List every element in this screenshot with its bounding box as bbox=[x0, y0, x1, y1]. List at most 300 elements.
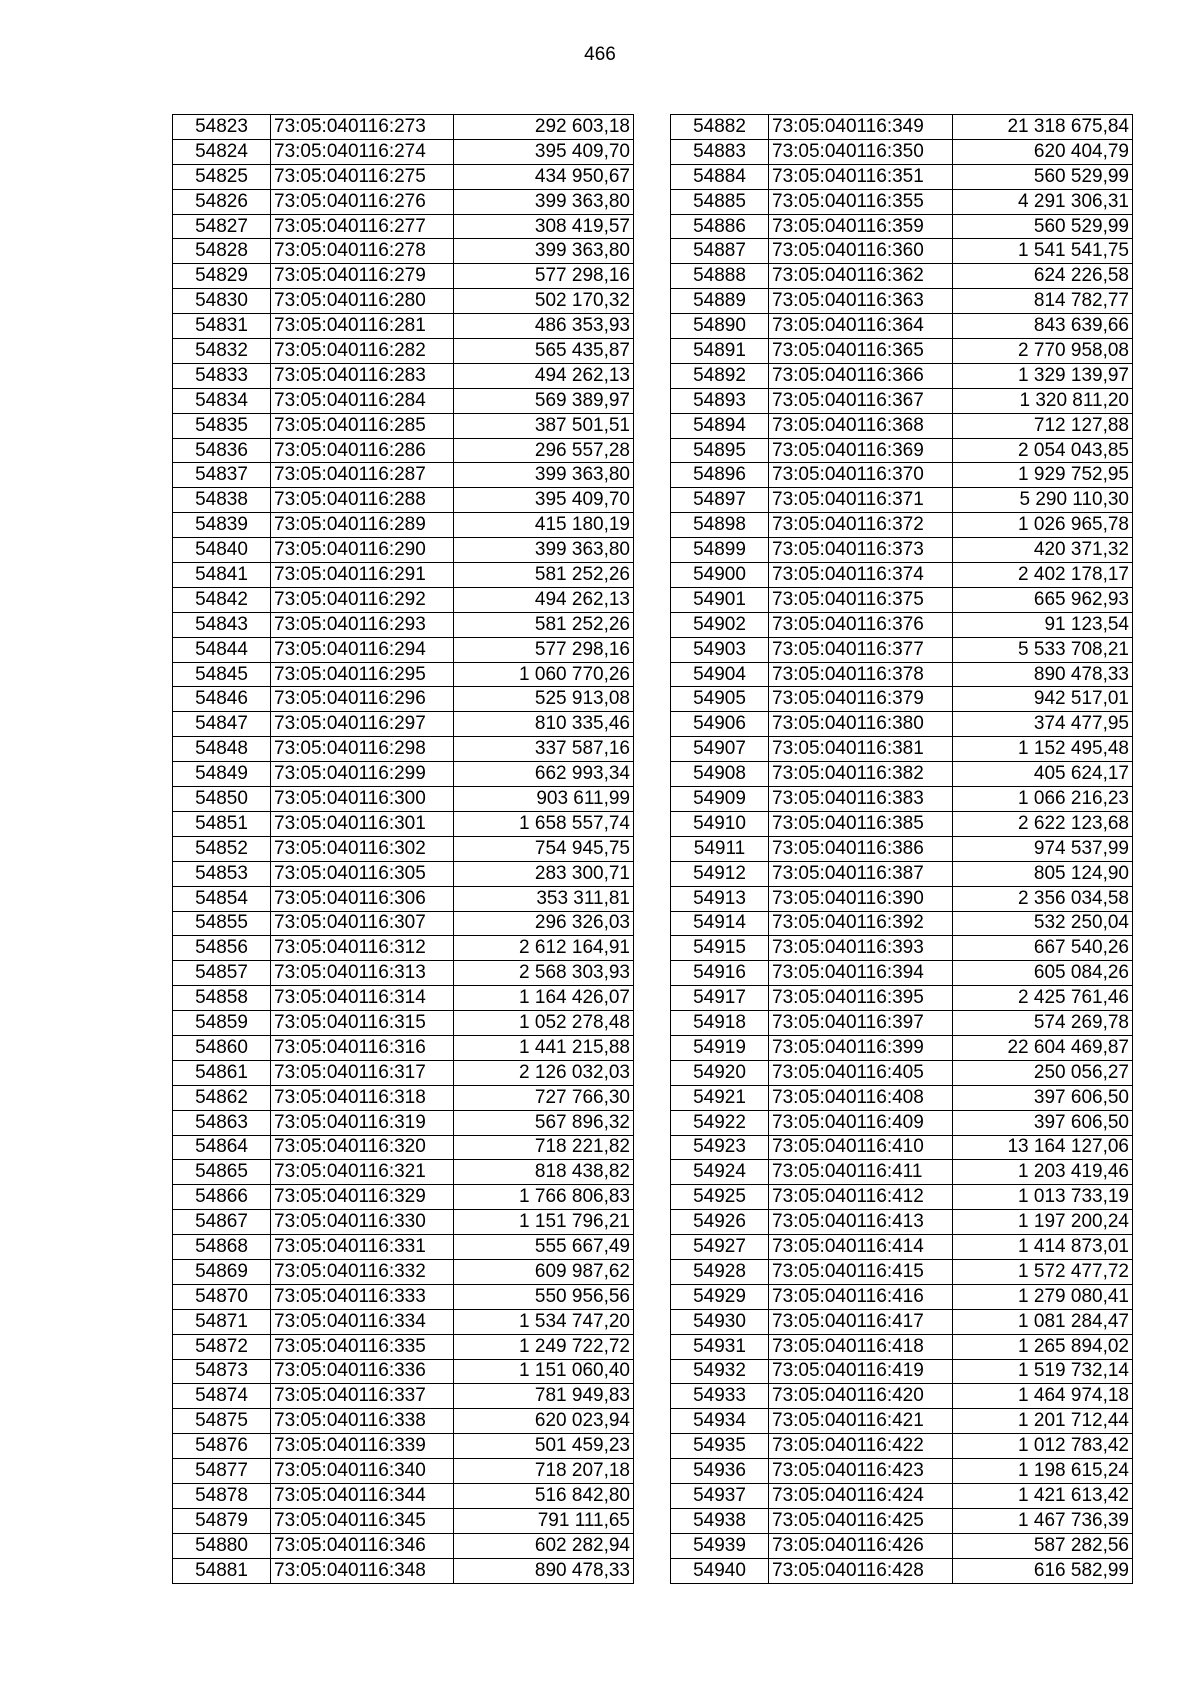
row-number-cell: 54898 bbox=[671, 513, 769, 538]
table-row bbox=[671, 687, 1133, 712]
table-row bbox=[671, 1334, 1133, 1359]
table-row bbox=[671, 961, 1133, 986]
row-number-cell: 54930 bbox=[671, 1309, 769, 1334]
value-cell: 486 353,93 bbox=[454, 314, 634, 339]
value-cell: 502 170,32 bbox=[454, 289, 634, 314]
row-number-cell: 54837 bbox=[173, 463, 271, 488]
cadastral-number-cell: 73:05:040116:351 bbox=[769, 164, 953, 189]
row-number-cell: 54853 bbox=[173, 861, 271, 886]
table-row bbox=[671, 662, 1133, 687]
table-row bbox=[173, 1334, 634, 1359]
value-cell: 1 658 557,74 bbox=[454, 811, 634, 836]
table-row bbox=[173, 1085, 634, 1110]
table-row bbox=[671, 936, 1133, 961]
row-number-cell: 54926 bbox=[671, 1210, 769, 1235]
value-cell: 1 441 215,88 bbox=[454, 1035, 634, 1060]
value-cell: 662 993,34 bbox=[454, 762, 634, 787]
row-number-cell: 54841 bbox=[173, 563, 271, 588]
table-row bbox=[671, 787, 1133, 812]
table-row bbox=[671, 264, 1133, 289]
value-cell: 415 180,19 bbox=[454, 513, 634, 538]
cadastral-number-cell: 73:05:040116:283 bbox=[271, 363, 454, 388]
value-cell: 727 766,30 bbox=[454, 1085, 634, 1110]
row-number-cell: 54909 bbox=[671, 787, 769, 812]
row-number-cell: 54872 bbox=[173, 1334, 271, 1359]
value-cell: 602 282,94 bbox=[454, 1533, 634, 1558]
row-number-cell: 54852 bbox=[173, 836, 271, 861]
row-number-cell: 54838 bbox=[173, 488, 271, 513]
table-row bbox=[173, 115, 634, 140]
row-number-cell: 54938 bbox=[671, 1508, 769, 1533]
cadastral-number-cell: 73:05:040116:371 bbox=[769, 488, 953, 513]
row-number-cell: 54939 bbox=[671, 1533, 769, 1558]
cadastral-number-cell: 73:05:040116:319 bbox=[271, 1110, 454, 1135]
row-number-cell: 54871 bbox=[173, 1309, 271, 1334]
row-number-cell: 54927 bbox=[671, 1235, 769, 1260]
value-cell: 1 265 894,02 bbox=[953, 1334, 1133, 1359]
row-number-cell: 54882 bbox=[671, 115, 769, 140]
row-number-cell: 54932 bbox=[671, 1359, 769, 1384]
cadastral-number-cell: 73:05:040116:424 bbox=[769, 1483, 953, 1508]
row-number-cell: 54830 bbox=[173, 289, 271, 314]
cadastral-number-cell: 73:05:040116:376 bbox=[769, 612, 953, 637]
table-row bbox=[173, 737, 634, 762]
cadastral-number-cell: 73:05:040116:411 bbox=[769, 1160, 953, 1185]
cadastral-number-cell: 73:05:040116:331 bbox=[271, 1235, 454, 1260]
row-number-cell: 54847 bbox=[173, 712, 271, 737]
table-row bbox=[173, 1035, 634, 1060]
row-number-cell: 54825 bbox=[173, 164, 271, 189]
table-row bbox=[173, 1533, 634, 1558]
row-number-cell: 54874 bbox=[173, 1384, 271, 1409]
row-number-cell: 54908 bbox=[671, 762, 769, 787]
value-cell: 1 152 495,48 bbox=[953, 737, 1133, 762]
row-number-cell: 54865 bbox=[173, 1160, 271, 1185]
cadastral-number-cell: 73:05:040116:365 bbox=[769, 339, 953, 364]
row-number-cell: 54877 bbox=[173, 1459, 271, 1484]
value-cell: 525 913,08 bbox=[454, 687, 634, 712]
table-row bbox=[671, 289, 1133, 314]
table-row bbox=[671, 513, 1133, 538]
value-cell: 532 250,04 bbox=[953, 911, 1133, 936]
cadastral-number-cell: 73:05:040116:413 bbox=[769, 1210, 953, 1235]
value-cell: 1 572 477,72 bbox=[953, 1259, 1133, 1284]
table-row bbox=[671, 1508, 1133, 1533]
cadastral-number-cell: 73:05:040116:393 bbox=[769, 936, 953, 961]
row-number-cell: 54934 bbox=[671, 1409, 769, 1434]
cadastral-number-cell: 73:05:040116:338 bbox=[271, 1409, 454, 1434]
table-row bbox=[671, 189, 1133, 214]
table-row bbox=[671, 1110, 1133, 1135]
cadastral-number-cell: 73:05:040116:366 bbox=[769, 363, 953, 388]
row-number-cell: 54887 bbox=[671, 239, 769, 264]
value-cell: 577 298,16 bbox=[454, 264, 634, 289]
table-row bbox=[173, 139, 634, 164]
table-row bbox=[173, 1359, 634, 1384]
value-cell: 1 464 974,18 bbox=[953, 1384, 1133, 1409]
table-row bbox=[671, 314, 1133, 339]
table-row bbox=[173, 1259, 634, 1284]
cadastral-number-cell: 73:05:040116:335 bbox=[271, 1334, 454, 1359]
row-number-cell: 54906 bbox=[671, 712, 769, 737]
row-number-cell: 54921 bbox=[671, 1085, 769, 1110]
cadastral-number-cell: 73:05:040116:300 bbox=[271, 787, 454, 812]
value-cell: 569 389,97 bbox=[454, 388, 634, 413]
table-row bbox=[173, 886, 634, 911]
cadastral-number-cell: 73:05:040116:339 bbox=[271, 1434, 454, 1459]
cadastral-number-cell: 73:05:040116:405 bbox=[769, 1060, 953, 1085]
value-cell: 2 770 958,08 bbox=[953, 339, 1133, 364]
value-cell: 805 124,90 bbox=[953, 861, 1133, 886]
value-cell: 550 956,56 bbox=[454, 1284, 634, 1309]
cadastral-number-cell: 73:05:040116:301 bbox=[271, 811, 454, 836]
cadastral-number-cell: 73:05:040116:383 bbox=[769, 787, 953, 812]
row-number-cell: 54910 bbox=[671, 811, 769, 836]
row-number-cell: 54916 bbox=[671, 961, 769, 986]
cadastral-number-cell: 73:05:040116:372 bbox=[769, 513, 953, 538]
table-row bbox=[173, 612, 634, 637]
cadastral-number-cell: 73:05:040116:276 bbox=[271, 189, 454, 214]
row-number-cell: 54913 bbox=[671, 886, 769, 911]
row-number-cell: 54835 bbox=[173, 413, 271, 438]
cadastral-number-cell: 73:05:040116:381 bbox=[769, 737, 953, 762]
table-row bbox=[671, 886, 1133, 911]
row-number-cell: 54911 bbox=[671, 836, 769, 861]
table-row bbox=[671, 463, 1133, 488]
row-number-cell: 54888 bbox=[671, 264, 769, 289]
cadastral-number-cell: 73:05:040116:418 bbox=[769, 1334, 953, 1359]
value-cell: 397 606,50 bbox=[953, 1110, 1133, 1135]
cadastral-number-cell: 73:05:040116:312 bbox=[271, 936, 454, 961]
value-cell: 574 269,78 bbox=[953, 1011, 1133, 1036]
table-row bbox=[173, 762, 634, 787]
value-cell: 1 534 747,20 bbox=[454, 1309, 634, 1334]
row-number-cell: 54918 bbox=[671, 1011, 769, 1036]
value-cell: 1 249 722,72 bbox=[454, 1334, 634, 1359]
row-number-cell: 54929 bbox=[671, 1284, 769, 1309]
row-number-cell: 54917 bbox=[671, 986, 769, 1011]
cadastral-number-cell: 73:05:040116:348 bbox=[271, 1558, 454, 1583]
row-number-cell: 54928 bbox=[671, 1259, 769, 1284]
cadastral-number-cell: 73:05:040116:332 bbox=[271, 1259, 454, 1284]
value-cell: 399 363,80 bbox=[454, 538, 634, 563]
row-number-cell: 54844 bbox=[173, 637, 271, 662]
table-row bbox=[173, 1508, 634, 1533]
table-row bbox=[671, 488, 1133, 513]
row-number-cell: 54855 bbox=[173, 911, 271, 936]
value-cell: 1 320 811,20 bbox=[953, 388, 1133, 413]
cadastral-number-cell: 73:05:040116:299 bbox=[271, 762, 454, 787]
value-cell: 1 026 965,78 bbox=[953, 513, 1133, 538]
cadastral-number-cell: 73:05:040116:278 bbox=[271, 239, 454, 264]
cadastral-number-cell: 73:05:040116:367 bbox=[769, 388, 953, 413]
value-cell: 581 252,26 bbox=[454, 563, 634, 588]
value-cell: 567 896,32 bbox=[454, 1110, 634, 1135]
value-cell: 560 529,99 bbox=[953, 214, 1133, 239]
cadastral-number-cell: 73:05:040116:290 bbox=[271, 538, 454, 563]
value-cell: 1 164 426,07 bbox=[454, 986, 634, 1011]
value-cell: 1 066 216,23 bbox=[953, 787, 1133, 812]
cadastral-number-cell: 73:05:040116:414 bbox=[769, 1235, 953, 1260]
cadastral-number-cell: 73:05:040116:336 bbox=[271, 1359, 454, 1384]
value-cell: 814 782,77 bbox=[953, 289, 1133, 314]
cadastral-number-cell: 73:05:040116:417 bbox=[769, 1309, 953, 1334]
value-cell: 616 582,99 bbox=[953, 1558, 1133, 1583]
row-number-cell: 54860 bbox=[173, 1035, 271, 1060]
cadastral-number-cell: 73:05:040116:349 bbox=[769, 115, 953, 140]
table-row bbox=[173, 1235, 634, 1260]
cadastral-number-cell: 73:05:040116:346 bbox=[271, 1533, 454, 1558]
cadastral-number-cell: 73:05:040116:382 bbox=[769, 762, 953, 787]
table-row bbox=[173, 339, 634, 364]
cadastral-number-cell: 73:05:040116:293 bbox=[271, 612, 454, 637]
cadastral-number-cell: 73:05:040116:273 bbox=[271, 115, 454, 140]
cadastral-number-cell: 73:05:040116:284 bbox=[271, 388, 454, 413]
table-row bbox=[173, 488, 634, 513]
row-number-cell: 54831 bbox=[173, 314, 271, 339]
row-number-cell: 54833 bbox=[173, 363, 271, 388]
cadastral-number-cell: 73:05:040116:275 bbox=[271, 164, 454, 189]
cadastral-number-cell: 73:05:040116:422 bbox=[769, 1434, 953, 1459]
row-number-cell: 54866 bbox=[173, 1185, 271, 1210]
table-row bbox=[173, 1011, 634, 1036]
cadastral-number-cell: 73:05:040116:380 bbox=[769, 712, 953, 737]
row-number-cell: 54881 bbox=[173, 1558, 271, 1583]
row-number-cell: 54919 bbox=[671, 1035, 769, 1060]
cadastral-number-cell: 73:05:040116:297 bbox=[271, 712, 454, 737]
table-row bbox=[671, 1160, 1133, 1185]
value-cell: 2 054 043,85 bbox=[953, 438, 1133, 463]
value-cell: 399 363,80 bbox=[454, 463, 634, 488]
value-cell: 1 329 139,97 bbox=[953, 363, 1133, 388]
value-cell: 397 606,50 bbox=[953, 1085, 1133, 1110]
cadastral-number-cell: 73:05:040116:386 bbox=[769, 836, 953, 861]
value-cell: 2 612 164,91 bbox=[454, 936, 634, 961]
value-cell: 581 252,26 bbox=[454, 612, 634, 637]
row-number-cell: 54903 bbox=[671, 637, 769, 662]
value-cell: 337 587,16 bbox=[454, 737, 634, 762]
value-cell: 890 478,33 bbox=[953, 662, 1133, 687]
cadastral-number-cell: 73:05:040116:334 bbox=[271, 1309, 454, 1334]
value-cell: 718 207,18 bbox=[454, 1459, 634, 1484]
table-row bbox=[671, 214, 1133, 239]
row-number-cell: 54923 bbox=[671, 1135, 769, 1160]
value-cell: 501 459,23 bbox=[454, 1434, 634, 1459]
cadastral-number-cell: 73:05:040116:412 bbox=[769, 1185, 953, 1210]
row-number-cell: 54892 bbox=[671, 363, 769, 388]
table-row bbox=[671, 612, 1133, 637]
row-number-cell: 54915 bbox=[671, 936, 769, 961]
row-number-cell: 54858 bbox=[173, 986, 271, 1011]
cadastral-number-cell: 73:05:040116:426 bbox=[769, 1533, 953, 1558]
row-number-cell: 54933 bbox=[671, 1384, 769, 1409]
cadastral-number-cell: 73:05:040116:377 bbox=[769, 637, 953, 662]
table-row bbox=[173, 861, 634, 886]
row-number-cell: 54875 bbox=[173, 1409, 271, 1434]
cadastral-number-cell: 73:05:040116:387 bbox=[769, 861, 953, 886]
value-cell: 91 123,54 bbox=[953, 612, 1133, 637]
row-number-cell: 54891 bbox=[671, 339, 769, 364]
table-row bbox=[671, 1459, 1133, 1484]
cadastral-number-cell: 73:05:040116:287 bbox=[271, 463, 454, 488]
row-number-cell: 54850 bbox=[173, 787, 271, 812]
table-row bbox=[173, 936, 634, 961]
cadastral-number-cell: 73:05:040116:419 bbox=[769, 1359, 953, 1384]
row-number-cell: 54925 bbox=[671, 1185, 769, 1210]
table-row bbox=[671, 836, 1133, 861]
value-cell: 308 419,57 bbox=[454, 214, 634, 239]
cadastral-number-cell: 73:05:040116:362 bbox=[769, 264, 953, 289]
table-row bbox=[671, 986, 1133, 1011]
table-row bbox=[671, 861, 1133, 886]
cadastral-number-cell: 73:05:040116:350 bbox=[769, 139, 953, 164]
row-number-cell: 54937 bbox=[671, 1483, 769, 1508]
table-row bbox=[671, 139, 1133, 164]
cadastral-number-cell: 73:05:040116:385 bbox=[769, 811, 953, 836]
table-row bbox=[173, 289, 634, 314]
row-number-cell: 54912 bbox=[671, 861, 769, 886]
table-row bbox=[671, 811, 1133, 836]
table-row bbox=[671, 1409, 1133, 1434]
row-number-cell: 54905 bbox=[671, 687, 769, 712]
value-cell: 1 541 541,75 bbox=[953, 239, 1133, 264]
cadastral-number-cell: 73:05:040116:423 bbox=[769, 1459, 953, 1484]
table-row bbox=[173, 563, 634, 588]
cadastral-number-cell: 73:05:040116:374 bbox=[769, 563, 953, 588]
value-cell: 420 371,32 bbox=[953, 538, 1133, 563]
row-number-cell: 54885 bbox=[671, 189, 769, 214]
cadastral-number-cell: 73:05:040116:274 bbox=[271, 139, 454, 164]
cadastral-number-cell: 73:05:040116:281 bbox=[271, 314, 454, 339]
value-cell: 395 409,70 bbox=[454, 139, 634, 164]
value-cell: 22 604 469,87 bbox=[953, 1035, 1133, 1060]
cadastral-number-cell: 73:05:040116:425 bbox=[769, 1508, 953, 1533]
value-cell: 2 568 303,93 bbox=[454, 961, 634, 986]
table-row bbox=[173, 1558, 634, 1583]
table-row bbox=[173, 1483, 634, 1508]
row-number-cell: 54839 bbox=[173, 513, 271, 538]
table-row bbox=[671, 712, 1133, 737]
cadastral-number-cell: 73:05:040116:369 bbox=[769, 438, 953, 463]
table-row bbox=[671, 115, 1133, 140]
row-number-cell: 54848 bbox=[173, 737, 271, 762]
table-row bbox=[671, 1135, 1133, 1160]
cadastral-number-cell: 73:05:040116:333 bbox=[271, 1284, 454, 1309]
row-number-cell: 54922 bbox=[671, 1110, 769, 1135]
table-row bbox=[173, 363, 634, 388]
table-row bbox=[671, 1483, 1133, 1508]
value-cell: 620 404,79 bbox=[953, 139, 1133, 164]
cadastral-number-cell: 73:05:040116:289 bbox=[271, 513, 454, 538]
value-cell: 942 517,01 bbox=[953, 687, 1133, 712]
row-number-cell: 54827 bbox=[173, 214, 271, 239]
table-row bbox=[671, 1359, 1133, 1384]
table-row bbox=[671, 1309, 1133, 1334]
table-row bbox=[173, 239, 634, 264]
table-row bbox=[173, 438, 634, 463]
value-cell: 620 023,94 bbox=[454, 1409, 634, 1434]
table-row bbox=[173, 1185, 634, 1210]
cadastral-number-cell: 73:05:040116:409 bbox=[769, 1110, 953, 1135]
value-cell: 718 221,82 bbox=[454, 1135, 634, 1160]
row-number-cell: 54824 bbox=[173, 139, 271, 164]
value-cell: 4 291 306,31 bbox=[953, 189, 1133, 214]
value-cell: 13 164 127,06 bbox=[953, 1135, 1133, 1160]
table-row bbox=[173, 164, 634, 189]
page-number: 466 bbox=[584, 44, 616, 65]
value-cell: 5 533 708,21 bbox=[953, 637, 1133, 662]
table-row bbox=[671, 363, 1133, 388]
value-cell: 1 060 770,26 bbox=[454, 662, 634, 687]
table-row bbox=[671, 1384, 1133, 1409]
table-row bbox=[173, 1309, 634, 1334]
row-number-cell: 54843 bbox=[173, 612, 271, 637]
value-cell: 609 987,62 bbox=[454, 1259, 634, 1284]
row-number-cell: 54876 bbox=[173, 1434, 271, 1459]
value-cell: 494 262,13 bbox=[454, 587, 634, 612]
value-cell: 1 151 796,21 bbox=[454, 1210, 634, 1235]
row-number-cell: 54890 bbox=[671, 314, 769, 339]
row-number-cell: 54907 bbox=[671, 737, 769, 762]
table-row bbox=[671, 1259, 1133, 1284]
row-number-cell: 54849 bbox=[173, 762, 271, 787]
table-row bbox=[173, 787, 634, 812]
cadastral-number-cell: 73:05:040116:428 bbox=[769, 1558, 953, 1583]
value-cell: 1 467 736,39 bbox=[953, 1508, 1133, 1533]
table-row bbox=[173, 189, 634, 214]
cadastral-number-cell: 73:05:040116:410 bbox=[769, 1135, 953, 1160]
table-row bbox=[671, 1085, 1133, 1110]
row-number-cell: 54878 bbox=[173, 1483, 271, 1508]
row-number-cell: 54901 bbox=[671, 587, 769, 612]
table-row bbox=[173, 314, 634, 339]
value-cell: 903 611,99 bbox=[454, 787, 634, 812]
cadastral-number-cell: 73:05:040116:294 bbox=[271, 637, 454, 662]
cadastral-number-cell: 73:05:040116:285 bbox=[271, 413, 454, 438]
row-number-cell: 54940 bbox=[671, 1558, 769, 1583]
table-row bbox=[671, 1533, 1133, 1558]
cadastral-number-cell: 73:05:040116:314 bbox=[271, 986, 454, 1011]
cadastral-number-cell: 73:05:040116:375 bbox=[769, 587, 953, 612]
value-cell: 1 013 733,19 bbox=[953, 1185, 1133, 1210]
cadastral-number-cell: 73:05:040116:321 bbox=[271, 1160, 454, 1185]
table-row bbox=[173, 662, 634, 687]
value-cell: 250 056,27 bbox=[953, 1060, 1133, 1085]
cadastral-number-cell: 73:05:040116:370 bbox=[769, 463, 953, 488]
cadastral-number-cell: 73:05:040116:305 bbox=[271, 861, 454, 886]
cadastral-number-cell: 73:05:040116:345 bbox=[271, 1508, 454, 1533]
value-cell: 754 945,75 bbox=[454, 836, 634, 861]
table-row bbox=[173, 811, 634, 836]
cadastral-number-cell: 73:05:040116:302 bbox=[271, 836, 454, 861]
cadastral-number-cell: 73:05:040116:359 bbox=[769, 214, 953, 239]
cadastral-number-cell: 73:05:040116:340 bbox=[271, 1459, 454, 1484]
cadastral-number-cell: 73:05:040116:416 bbox=[769, 1284, 953, 1309]
value-cell: 296 326,03 bbox=[454, 911, 634, 936]
right-register-table bbox=[670, 114, 1133, 1584]
table-row bbox=[671, 1284, 1133, 1309]
value-cell: 624 226,58 bbox=[953, 264, 1133, 289]
value-cell: 2 622 123,68 bbox=[953, 811, 1133, 836]
cadastral-number-cell: 73:05:040116:394 bbox=[769, 961, 953, 986]
value-cell: 387 501,51 bbox=[454, 413, 634, 438]
cadastral-number-cell: 73:05:040116:378 bbox=[769, 662, 953, 687]
row-number-cell: 54873 bbox=[173, 1359, 271, 1384]
table-row bbox=[671, 164, 1133, 189]
cadastral-number-cell: 73:05:040116:395 bbox=[769, 986, 953, 1011]
left-register-table bbox=[172, 114, 634, 1584]
cadastral-number-cell: 73:05:040116:337 bbox=[271, 1384, 454, 1409]
